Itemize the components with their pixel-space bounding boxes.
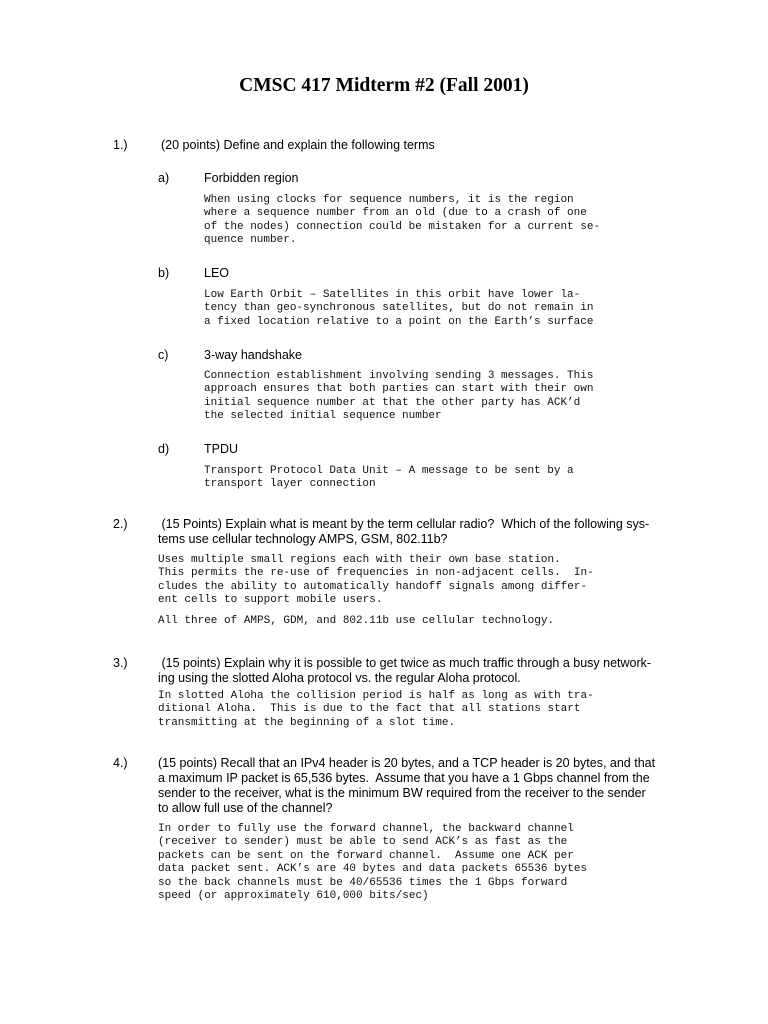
- question-3-answer: In slotted Aloha the collision period is half as long as with tra- ditional Aloha. This is due to the fact that all stations start transmitting at the beginning of a slot time.: [158, 690, 594, 729]
- question-1-number: 1.): [113, 138, 128, 152]
- question-1a-answer: When using clocks for sequence numbers, it is the region where a sequence number from an old (due to a crash of one of the nodes) connection could be mistaken for a current se- quence number.: [204, 194, 601, 247]
- question-1d-answer: Transport Protocol Data Unit – A message to be sent by a transport layer connection: [204, 465, 574, 491]
- question-2-answer-summary: All three of AMPS, GDM, and 802.11b use cellular technology.: [158, 615, 555, 627]
- question-1b-term: LEO: [204, 266, 230, 280]
- question-2-number: 2.): [113, 517, 128, 531]
- question-1d-label: d): [158, 442, 170, 456]
- question-4-number: 4.): [113, 756, 128, 770]
- page-title: CMSC 417 Midterm #2 (Fall 2001): [239, 75, 529, 96]
- question-1d-term: TPDU: [204, 442, 239, 456]
- question-1c-term: 3-way handshake: [204, 348, 302, 362]
- question-1c-label: c): [158, 348, 169, 362]
- question-2-answer: Uses multiple small regions each with their own base station. This permits the re-use of frequencies in non-adjacent cells. In- cludes the ability to automatically handoff signals among differ- ent cells to support mobile users.: [158, 554, 594, 607]
- question-2-prompt: (15 Points) Explain what is meant by the term cellular radio? Which of the following sys- tems use cellular technology AMPS, GSM, 802.11b?: [158, 517, 650, 546]
- question-1a-label: a): [158, 171, 170, 185]
- question-1-prompt: (20 points) Define and explain the following terms: [161, 138, 435, 152]
- question-3-prompt: (15 points) Explain why it is possible to get twice as much traffic through a busy network- ing using the slotted Aloha protocol vs. the regular Aloha protocol.: [158, 656, 652, 685]
- question-1c-answer: Connection establishment involving sending 3 messages. This approach ensures that both parties can start with their own initial sequence number at that the other party has ACK’d the selected initial sequence number: [204, 370, 594, 423]
- question-1b-answer: Low Earth Orbit – Satellites in this orbit have lower la- tency than geo-synchronous satellites, but do not remain in a fixed location relative to a point on the Earth’s surface: [204, 289, 594, 328]
- question-1a-term: Forbidden region: [204, 171, 299, 185]
- question-4-answer: In order to fully use the forward channel, the backward channel (receiver to sender) must be able to send ACK’s as fast as the packets can be sent on the forward channel. Assume one ACK per data packet sent. ACK’s are 40 bytes and data packets 65536 bytes so the back channels must be 40/65536 times the 1 Gbps forward speed (or approximately 610,000 bits/sec): [158, 823, 588, 903]
- question-1b-label: b): [158, 266, 170, 280]
- question-3-number: 3.): [113, 656, 128, 670]
- question-4-prompt: (15 points) Recall that an IPv4 header is 20 bytes, and a TCP header is 20 bytes, and that a maximum IP packet is 65,536 bytes. Assume that you have a 1 Gbps channel from the sender to the receiver, what is the minimum BW required from the receiver to the sender to allow full use of the channel?: [158, 756, 656, 815]
